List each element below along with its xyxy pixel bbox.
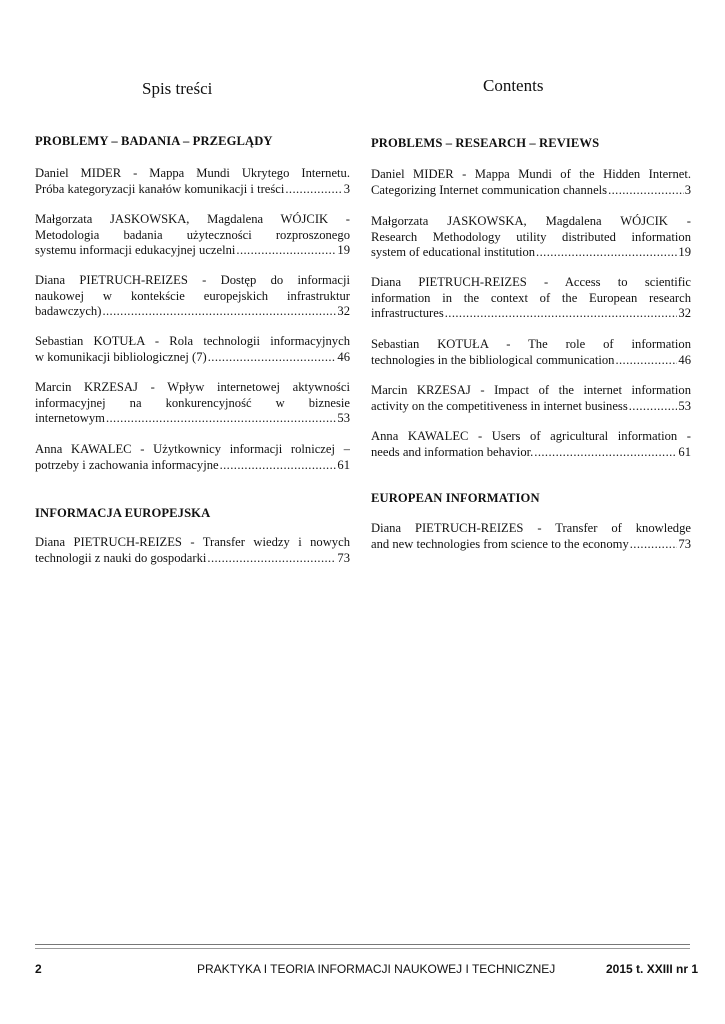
leader-dots bbox=[220, 458, 337, 474]
entry-line: activity on the competitiveness in internet business bbox=[371, 398, 628, 413]
leader-dots bbox=[208, 350, 337, 366]
toc-entry[interactable] bbox=[35, 380, 350, 427]
toc-entry[interactable] bbox=[35, 535, 350, 566]
entry-line: Anna KAWALEC - Użytkownicy informacji rolniczej – bbox=[35, 442, 350, 456]
leader-dots bbox=[207, 551, 336, 567]
toc-entry[interactable] bbox=[371, 429, 691, 460]
entry-line: naukowej w kontekście europejskich infrastruktur bbox=[35, 288, 350, 303]
entry-line: Daniel MIDER - Mappa Mundi Ukrytego Internetu. bbox=[35, 166, 350, 180]
leader-dots bbox=[608, 183, 684, 199]
section-heading-european-pl bbox=[35, 506, 350, 521]
entry-line: Sebastian KOTUŁA - The role of information bbox=[371, 337, 691, 351]
section-heading-problems-pl bbox=[35, 134, 350, 149]
leader-dots bbox=[629, 399, 678, 415]
toc-title-english: Contents bbox=[483, 76, 544, 95]
page-number: 3 bbox=[343, 181, 350, 196]
entry-line: Metodologia badania użyteczności rozproszonego bbox=[35, 227, 350, 242]
section-heading: EUROPEAN INFORMATION bbox=[371, 491, 540, 505]
leader-dots bbox=[534, 445, 677, 461]
page-number: 61 bbox=[337, 457, 350, 472]
footer-journal-title: PRAKTYKA I TEORIA INFORMACJI NAUKOWEJ I TECHNICZNEJ bbox=[197, 962, 556, 976]
toc-entry[interactable] bbox=[35, 166, 350, 197]
toc-entry[interactable] bbox=[371, 214, 691, 261]
footer-rule bbox=[35, 948, 690, 949]
entry-line: w komunikacji bibliologicznej (7) bbox=[35, 349, 207, 364]
entry-line: system of educational institution bbox=[371, 245, 536, 260]
toc-entry[interactable] bbox=[35, 212, 350, 259]
entry-line: infrastructures bbox=[371, 306, 444, 321]
entry-line: Próba kategoryzacji kanałów komunikacji i treści bbox=[35, 181, 285, 196]
page-number: 53 bbox=[337, 411, 350, 426]
page-number: 46 bbox=[678, 352, 691, 367]
page-number: 73 bbox=[337, 550, 350, 565]
entry-line: Małgorzata JASKOWSKA, Magdalena WÓJCIK - bbox=[35, 212, 350, 226]
leader-dots bbox=[285, 182, 342, 198]
entry-line: Research Methodology utility distributed information bbox=[371, 229, 691, 244]
page-number: 19 bbox=[678, 245, 691, 260]
entry-line: Diana PIETRUCH-REIZES - Transfer wiedzy i nowych bbox=[35, 535, 350, 549]
entry-line: technologii z nauki do gospodarki bbox=[35, 550, 207, 565]
leader-dots bbox=[102, 304, 336, 320]
toc-entry[interactable] bbox=[371, 275, 691, 322]
entry-line: Categorizing Internet communication channels bbox=[371, 182, 608, 197]
toc-title-polish: Spis treści bbox=[142, 79, 213, 98]
toc-entry[interactable] bbox=[371, 521, 691, 552]
entry-line: and new technologies from science to the economy bbox=[371, 536, 629, 551]
entry-line: Daniel MIDER - Mappa Mundi of the Hidden Internet. bbox=[371, 167, 691, 181]
entry-line: badawczych) bbox=[35, 304, 102, 319]
page-number: 73 bbox=[678, 536, 691, 551]
page-number: 32 bbox=[337, 304, 350, 319]
page-number: 3 bbox=[684, 182, 691, 197]
section-heading: PROBLEMS – RESEARCH – REVIEWS bbox=[371, 136, 600, 150]
leader-dots bbox=[445, 306, 678, 322]
leader-dots bbox=[106, 411, 336, 427]
page-number: 19 bbox=[337, 243, 350, 258]
entry-line: information in the context of the European research bbox=[371, 290, 691, 305]
entry-line: Marcin KRZESAJ - Impact of the internet information bbox=[371, 383, 691, 397]
entry-line: internetowym bbox=[35, 411, 105, 426]
page-number: 61 bbox=[678, 444, 691, 459]
toc-entry[interactable] bbox=[371, 383, 691, 414]
leader-dots bbox=[236, 243, 336, 259]
section-heading: INFORMACJA EUROPEJSKA bbox=[35, 506, 211, 520]
page-number: 32 bbox=[678, 306, 691, 321]
entry-line: needs and information behavior. bbox=[371, 444, 534, 459]
footer-issue: 2015 t. XXIII nr 1 bbox=[606, 962, 699, 976]
leader-dots bbox=[630, 537, 678, 553]
entry-line: informacyjnej na konkurencyjność w biznesie bbox=[35, 395, 350, 410]
entry-line: Małgorzata JASKOWSKA, Magdalena WÓJCIK - bbox=[371, 214, 691, 228]
page-number: 53 bbox=[678, 398, 691, 413]
entry-line: potrzeby i zachowania informacyjne bbox=[35, 457, 219, 472]
entry-line: Diana PIETRUCH-REIZES - Transfer of knowledge bbox=[371, 521, 691, 535]
entry-line: Anna KAWALEC - Users of agricultural information - bbox=[371, 429, 691, 443]
toc-entry[interactable] bbox=[35, 273, 350, 320]
toc-entry[interactable] bbox=[371, 167, 691, 198]
leader-dots bbox=[615, 353, 677, 369]
entry-line: Marcin KRZESAJ - Wpływ internetowej aktywności bbox=[35, 380, 350, 394]
toc-entry[interactable] bbox=[371, 337, 691, 368]
section-heading: PROBLEMY – BADANIA – PRZEGLĄDY bbox=[35, 134, 273, 148]
footer-rule bbox=[35, 944, 690, 945]
leader-dots bbox=[536, 245, 677, 261]
section-heading-european-en bbox=[371, 491, 691, 506]
footer-page-number: 2 bbox=[35, 962, 42, 976]
entry-line: Diana PIETRUCH-REIZES - Access to scientific bbox=[371, 275, 691, 289]
entry-line: Diana PIETRUCH-REIZES - Dostęp do informacji bbox=[35, 273, 350, 287]
section-heading-problems-en bbox=[371, 136, 691, 151]
entry-line: systemu informacji edukacyjnej uczelni bbox=[35, 243, 236, 258]
page-number: 46 bbox=[337, 349, 350, 364]
entry-line: technologies in the bibliological communication bbox=[371, 352, 615, 367]
toc-entry[interactable] bbox=[35, 442, 350, 473]
toc-entry[interactable] bbox=[35, 334, 350, 365]
entry-line: Sebastian KOTUŁA - Rola technologii informacyjnych bbox=[35, 334, 350, 348]
